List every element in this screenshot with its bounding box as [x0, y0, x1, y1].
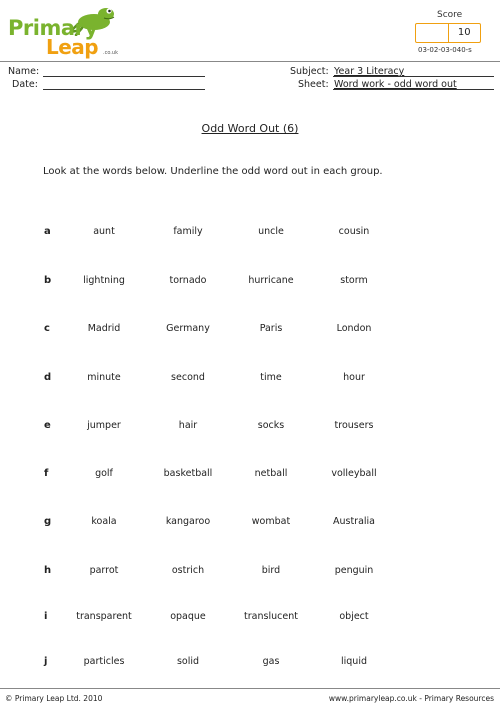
row-letter: f: [44, 468, 49, 479]
score-input-cell[interactable]: [416, 24, 448, 42]
word-option[interactable]: jumper: [87, 420, 121, 431]
logo-leap-text: Leap: [46, 35, 99, 59]
word-option[interactable]: hair: [178, 420, 198, 431]
word-option[interactable]: Germany: [166, 323, 210, 334]
word-option[interactable]: basketball: [163, 468, 213, 479]
word-option[interactable]: time: [260, 372, 282, 383]
word-group-row: [0, 565, 500, 579]
row-letter: e: [44, 420, 51, 431]
word-option[interactable]: koala: [91, 516, 117, 527]
word-option[interactable]: parrot: [89, 565, 119, 576]
subject-value: Year 3 Literacy: [334, 66, 405, 77]
word-group-row: [0, 226, 500, 240]
row-letter: i: [44, 611, 48, 622]
word-option[interactable]: second: [171, 372, 205, 383]
logo-primary-text: Primary: [8, 16, 98, 40]
word-group-row: [0, 611, 500, 625]
word-option[interactable]: uncle: [258, 226, 284, 237]
word-option[interactable]: Madrid: [87, 323, 121, 334]
word-option[interactable]: trousers: [334, 420, 374, 431]
word-option[interactable]: netball: [254, 468, 288, 479]
score-label: Score: [437, 10, 463, 20]
row-letter: b: [44, 275, 52, 286]
word-group-row: [0, 516, 500, 530]
word-option[interactable]: object: [339, 611, 369, 622]
word-option[interactable]: storm: [340, 275, 368, 286]
word-option[interactable]: lightning: [83, 275, 125, 286]
word-option[interactable]: penguin: [334, 565, 374, 576]
word-option[interactable]: cousin: [338, 226, 370, 237]
word-option[interactable]: golf: [95, 468, 113, 479]
word-option[interactable]: minute: [87, 372, 121, 383]
word-option[interactable]: London: [336, 323, 372, 334]
word-group-row: [0, 275, 500, 289]
word-option[interactable]: transparent: [76, 611, 132, 622]
word-group-row: [0, 372, 500, 386]
word-group-row: [0, 323, 500, 337]
word-option[interactable]: ostrich: [171, 565, 205, 576]
row-letter: a: [44, 226, 51, 237]
word-option[interactable]: Australia: [332, 516, 376, 527]
date-field[interactable]: [43, 89, 205, 90]
row-letter: c: [44, 323, 50, 334]
word-option[interactable]: liquid: [341, 656, 367, 667]
word-option[interactable]: family: [173, 226, 203, 237]
header-divider: [0, 61, 500, 62]
date-label: Date:: [12, 79, 38, 90]
word-option[interactable]: aunt: [93, 226, 115, 237]
word-option[interactable]: volleyball: [331, 468, 377, 479]
word-option[interactable]: socks: [257, 420, 285, 431]
score-total: 10: [448, 24, 481, 42]
word-option[interactable]: hour: [343, 372, 365, 383]
word-option[interactable]: Paris: [259, 323, 283, 334]
word-group-row: [0, 656, 500, 670]
word-option[interactable]: tornado: [169, 275, 207, 286]
word-option[interactable]: hurricane: [248, 275, 294, 286]
row-letter: g: [44, 516, 52, 527]
row-letter: h: [44, 565, 52, 576]
word-group-row: [0, 468, 500, 482]
word-group-row: [0, 420, 500, 434]
word-option[interactable]: bird: [261, 565, 281, 576]
copyright-text: © Primary Leap Ltd. 2010: [5, 694, 103, 703]
subject-label: Subject:: [290, 66, 329, 77]
word-option[interactable]: wombat: [251, 516, 291, 527]
word-option[interactable]: opaque: [170, 611, 206, 622]
website-link[interactable]: www.primaryleap.co.uk - Primary Resources: [328, 694, 494, 703]
name-field[interactable]: [43, 76, 205, 77]
sheet-label: Sheet:: [298, 79, 329, 90]
instruction-text: Look at the words below. Underline the odd word out in each group.: [43, 166, 383, 177]
word-option[interactable]: gas: [262, 656, 280, 667]
primary-leap-logo: [8, 4, 118, 60]
word-option[interactable]: kangaroo: [165, 516, 211, 527]
name-label: Name:: [8, 66, 40, 77]
row-letter: j: [44, 656, 48, 667]
score-box: [415, 23, 481, 43]
sheet-code: 03-02-03-040-s: [418, 46, 472, 54]
footer-divider: [0, 688, 500, 689]
word-option[interactable]: particles: [83, 656, 125, 667]
logo-domain-text: .co.uk: [103, 50, 118, 56]
sheet-value: Word work - odd word out: [334, 79, 457, 90]
word-option[interactable]: translucent: [244, 611, 298, 622]
worksheet-title: Odd Word Out (6): [201, 122, 299, 135]
word-option[interactable]: solid: [176, 656, 200, 667]
row-letter: d: [44, 372, 52, 383]
